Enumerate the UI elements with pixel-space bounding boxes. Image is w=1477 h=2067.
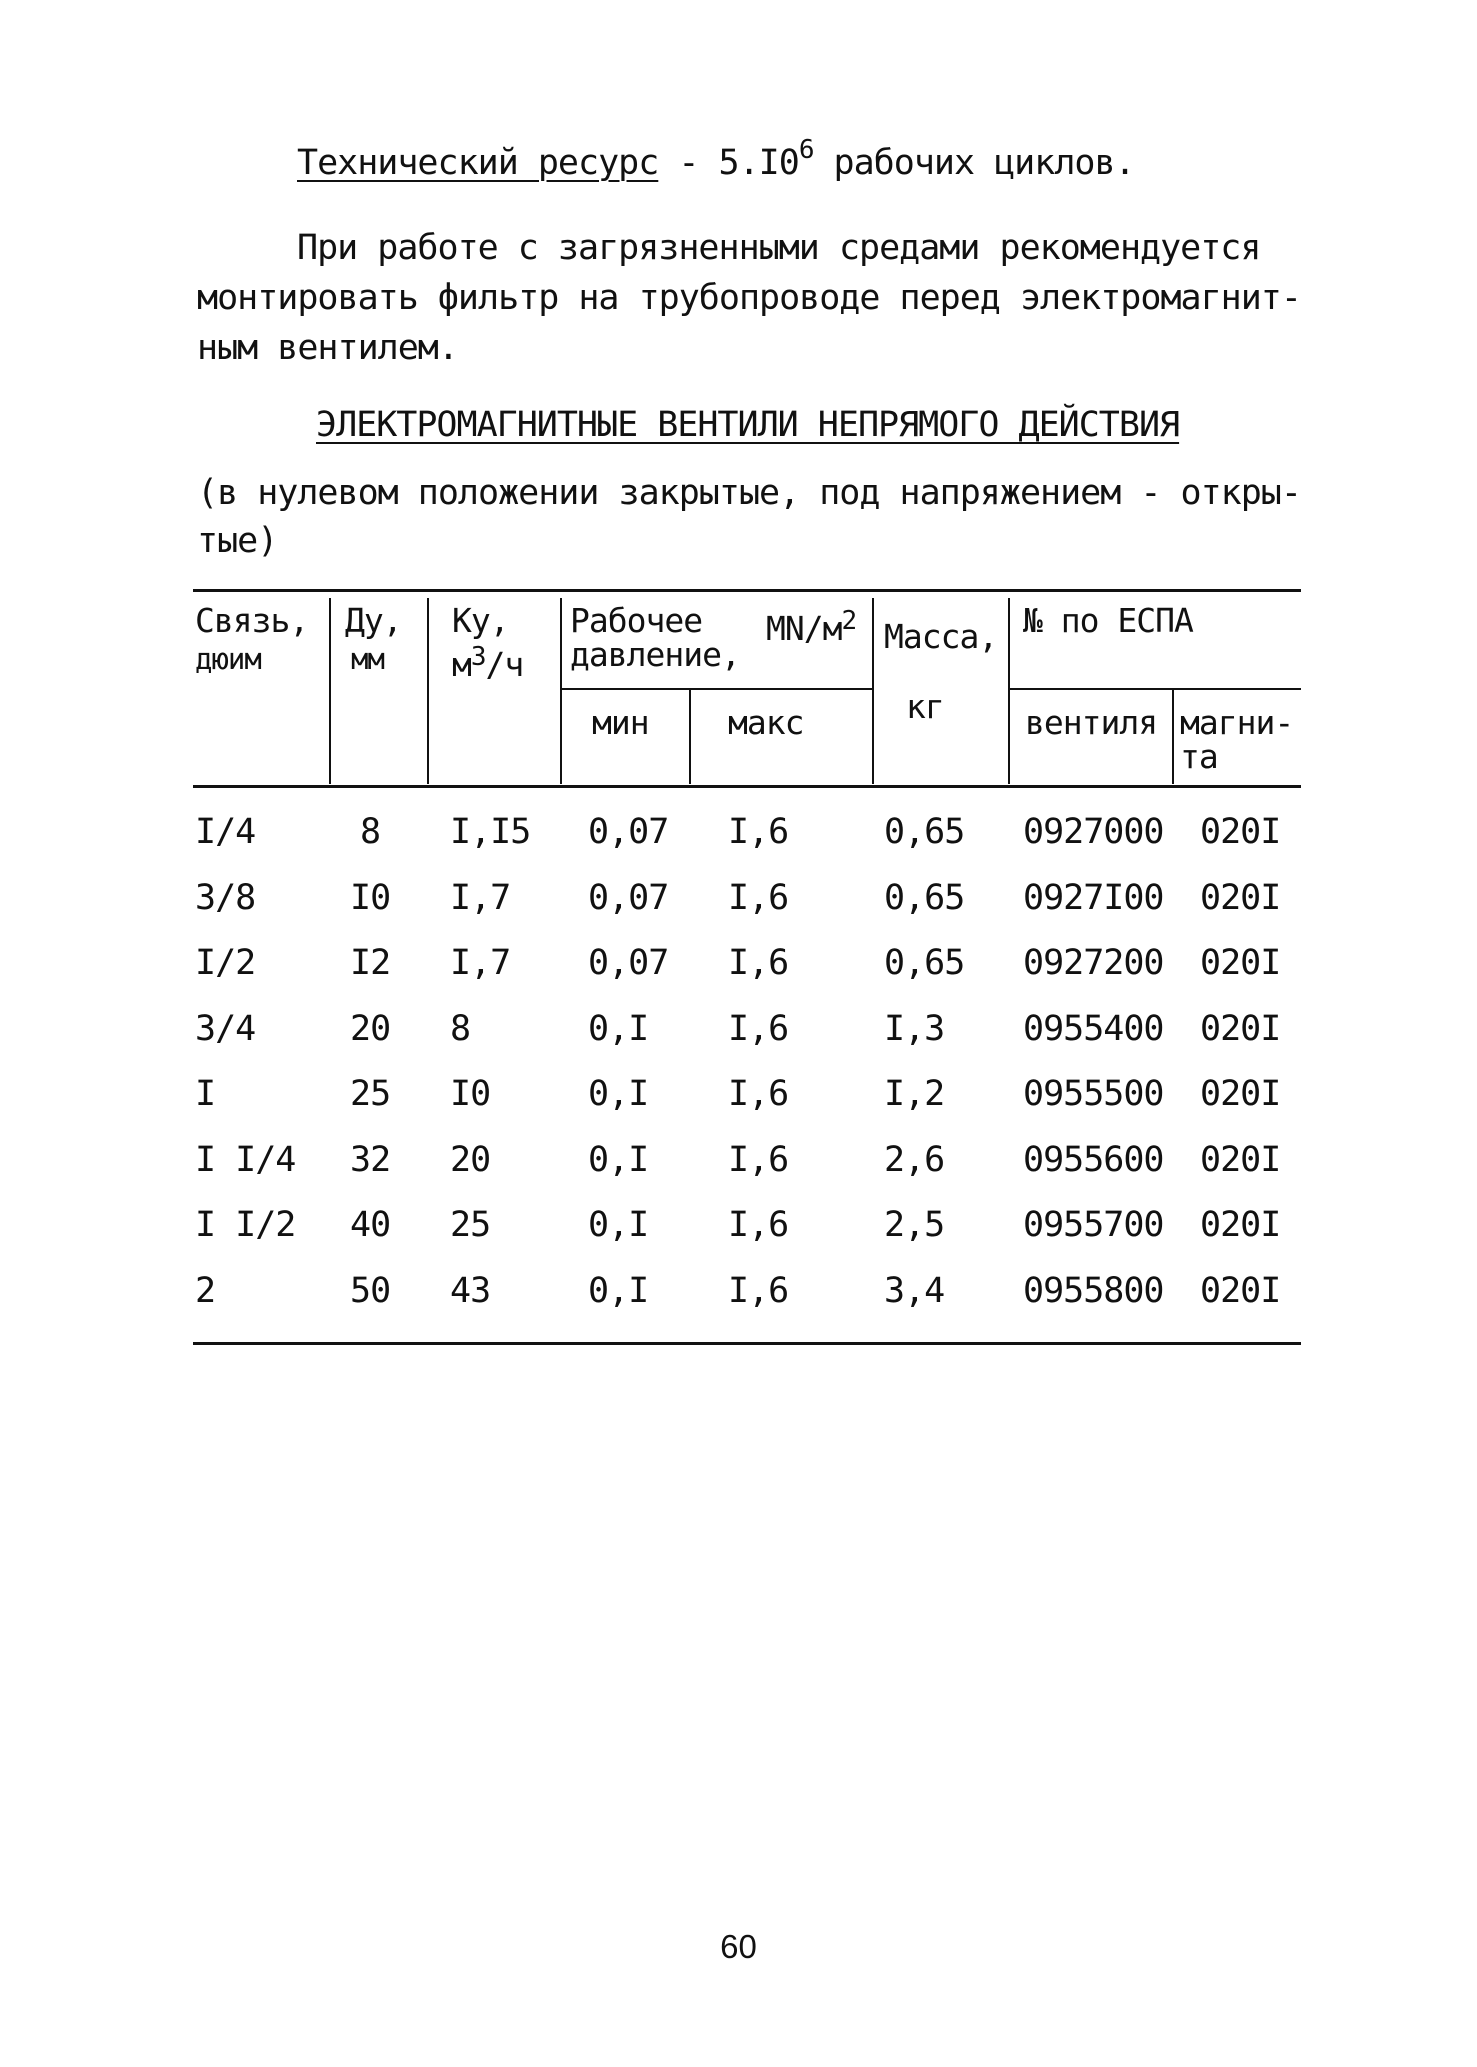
p-max-cell: I,6	[728, 1074, 789, 1114]
p-min-cell: 0,07	[588, 877, 669, 918]
section-note-line-2: тые)	[197, 521, 278, 561]
header-link	[195, 601, 309, 676]
ky-cell: I,7	[450, 877, 511, 918]
header-mass-label: Масса,	[884, 617, 998, 656]
resource-exponent: 6	[798, 135, 814, 165]
header-du-label: Ду,	[345, 601, 402, 640]
link-cell: I/2	[195, 943, 256, 983]
ky-cell: 25	[450, 1205, 491, 1245]
link-cell: 2	[195, 1270, 216, 1311]
header-pressure-unit-base: МN/м	[766, 609, 842, 648]
resource-value: - 5.I0	[658, 143, 799, 183]
header-max: макс	[728, 703, 804, 742]
valve-no-cell: 0955700	[1023, 1205, 1164, 1245]
pressure-subrule	[560, 688, 872, 690]
magnet-no-cell: 020I	[1200, 812, 1281, 852]
mass-cell: I,3	[884, 1008, 945, 1049]
du-cell: 40	[350, 1205, 391, 1245]
p-min-cell: 0,I	[588, 1074, 649, 1114]
magnet-no-cell: 020I	[1200, 943, 1281, 983]
mass-cell: 2,6	[884, 1139, 945, 1180]
col-divider	[872, 598, 874, 784]
col-divider	[560, 598, 562, 784]
ky-cell: I,7	[450, 943, 511, 983]
header-ky-unit-rest: /ч	[485, 645, 524, 684]
p-min-cell: 0,I	[588, 1139, 649, 1180]
header-du	[345, 601, 402, 676]
du-cell: I0	[350, 877, 391, 918]
table-bottom-rule	[193, 1342, 1301, 1345]
header-pressure	[570, 601, 870, 674]
header-magnet-no	[1180, 703, 1294, 776]
magnet-no-cell: 020I	[1200, 1270, 1281, 1311]
p-min-cell: 0,07	[588, 812, 669, 852]
magnet-no-cell: 020I	[1200, 1205, 1281, 1245]
link-cell: I	[195, 1074, 216, 1114]
header-min: мин	[592, 703, 649, 742]
page-number: 60	[720, 1928, 757, 1965]
p-max-cell: I,6	[728, 877, 789, 918]
header-link-label: Связь,	[195, 601, 309, 640]
p-min-cell: 0,07	[588, 943, 669, 983]
header-pressure-unit-exp: 2	[841, 606, 857, 636]
col-divider	[1008, 598, 1010, 784]
magnet-no-cell: 020I	[1200, 1074, 1281, 1114]
magnet-no-cell: 020I	[1200, 1008, 1281, 1049]
header-magnet-label-2: та	[1180, 737, 1218, 776]
du-cell: I2	[350, 943, 391, 983]
header-pressure-label: Рабочее	[570, 601, 703, 640]
du-cell: 50	[350, 1270, 391, 1311]
paragraph-line-1: При работе с загрязненными средами рекомендуется	[297, 228, 1261, 268]
table-header-rule	[193, 785, 1301, 788]
valve-no-cell: 0955800	[1023, 1270, 1164, 1311]
p-min-cell: 0,I	[588, 1205, 649, 1245]
resource-tail: рабочих циклов.	[813, 143, 1135, 183]
valve-no-cell: 0927200	[1023, 943, 1164, 983]
header-mass-unit: кг	[906, 687, 944, 726]
du-cell: 25	[350, 1074, 391, 1114]
valve-no-cell: 0955400	[1023, 1008, 1164, 1049]
ky-cell: 8	[450, 1008, 471, 1049]
col-divider	[329, 598, 331, 784]
header-magnet-label: магни-	[1180, 703, 1294, 742]
du-cell: 32	[350, 1139, 391, 1180]
mass-cell: 3,4	[884, 1270, 945, 1311]
col-divider	[689, 690, 691, 784]
espa-subrule	[1010, 688, 1301, 690]
header-ky-unit-exp: 3	[470, 642, 486, 672]
section-note-line-1: (в нулевом положении закрытые, под напряжением - откры-	[197, 473, 1301, 513]
link-cell: I/4	[195, 812, 256, 852]
header-espa: № по ЕСПА	[1023, 601, 1193, 640]
header-ky-label: Ку,	[452, 601, 509, 640]
header-pressure-label-2: давление,	[570, 635, 740, 674]
header-pressure-unit	[766, 606, 857, 648]
col-divider	[427, 598, 429, 784]
magnet-no-cell: 020I	[1200, 1139, 1281, 1180]
p-max-cell: I,6	[728, 1139, 789, 1180]
resource-line	[297, 135, 1135, 183]
du-cell: 8	[360, 812, 381, 852]
header-ky-unit-base: м	[452, 645, 471, 684]
valve-no-cell: 0927I00	[1023, 877, 1164, 918]
header-ky	[452, 601, 524, 684]
link-cell: I I/4	[195, 1139, 296, 1180]
table-top-rule	[193, 589, 1301, 592]
p-min-cell: 0,I	[588, 1008, 649, 1049]
ky-cell: 43	[450, 1270, 491, 1311]
col-divider	[1172, 690, 1174, 784]
mass-cell: 2,5	[884, 1205, 945, 1245]
p-max-cell: I,6	[728, 943, 789, 983]
ky-cell: I,I5	[450, 812, 531, 852]
mass-cell: 0,65	[884, 877, 965, 918]
du-cell: 20	[350, 1008, 391, 1049]
p-max-cell: I,6	[728, 812, 789, 852]
valve-no-cell: 0927000	[1023, 812, 1164, 852]
link-cell: 3/4	[195, 1008, 256, 1049]
paragraph-line-2: монтировать фильтр на трубопроводе перед электромагнит-	[197, 278, 1301, 318]
mass-cell: 0,65	[884, 812, 965, 852]
header-du-unit: мм	[351, 642, 384, 676]
ky-cell: I0	[450, 1074, 491, 1114]
header-valve-no: вентиля	[1025, 703, 1158, 742]
p-max-cell: I,6	[728, 1270, 789, 1311]
link-cell: 3/8	[195, 877, 256, 918]
header-link-unit: дюим	[195, 642, 261, 676]
mass-cell: 0,65	[884, 943, 965, 983]
magnet-no-cell: 020I	[1200, 877, 1281, 918]
p-max-cell: I,6	[728, 1205, 789, 1245]
section-heading: ЭЛЕКТРОМАГНИТНЫЕ ВЕНТИЛИ НЕПРЯМОГО ДЕЙСТВИЯ	[316, 405, 1180, 445]
link-cell: I I/2	[195, 1205, 296, 1245]
paragraph-line-3: ным вентилем.	[197, 328, 458, 368]
ky-cell: 20	[450, 1139, 491, 1180]
p-min-cell: 0,I	[588, 1270, 649, 1311]
resource-label: Технический ресурс	[297, 143, 659, 183]
header-ky-unit	[452, 642, 524, 684]
valve-no-cell: 0955600	[1023, 1139, 1164, 1180]
valve-no-cell: 0955500	[1023, 1074, 1164, 1114]
p-max-cell: I,6	[728, 1008, 789, 1049]
mass-cell: I,2	[884, 1074, 945, 1114]
